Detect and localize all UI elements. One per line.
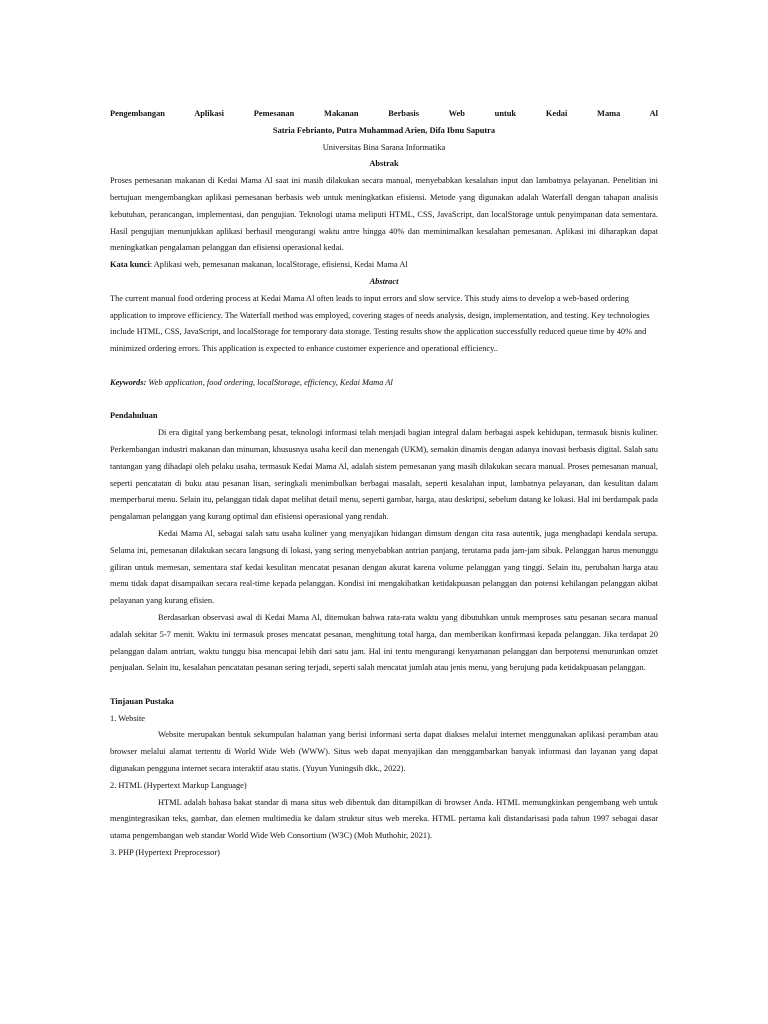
abstrak-text: Proses pemesanan makanan di Kedai Mama Al saat ini masih dilakukan secara manual, menyebabkan kesalahan input dan lambatnya pelayanan. Penelitian ini bertujuan mengembangkan aplikasi pemesanan berbasis web untuk meningkatkan efisiensi. Metode yang digunakan adalah Waterfall dengan tahapan analisis kebutuhan, perancangan, implementasi, dan pengujian. Teknologi utama meliputi HTML, CSS, JavaScript, dan localStorage untuk penyimpanan data sementara. Hasil pengujian menunjukkan aplikasi berhasil mengurangi waktu antre hingga 40% dan meminimalkan kesalahan pemesanan. Aplikasi ini diharapkan dapat meningkatkan pengalaman pelanggan dan efisiensi operasional kedai. <box>110 176 658 253</box>
kata-kunci-label: Kata kunci <box>110 260 150 270</box>
list-item-php-label: 3. PHP (Hypertext Preprocessor) <box>110 848 220 858</box>
list-item-website-text: Website merupakan bentuk sekumpulan halaman yang berisi informasi serta dapat diakses melalui internet menggunakan aplikasi peramban atau browser melalui alamat tertentu di World Wide Web (WWW). Situs web dapat menyajikan dan menggambarkan banyak informasi dan layanan yang dapat digunakan pengguna internet secara interaktif atau statis. (Yuyun Yuningsih dkk., 2022). <box>110 730 658 774</box>
abstract-text: The current manual food ordering process at Kedai Mama Al often leads to input errors and slow service. This study aims to develop a web-based ordering application to improve efficiency. The Waterfall method was employed, covering stages of needs analysis, design, implementation, and testing. Key technologies include HTML, CSS, JavaScript, and localStorage for temporary data storage. Testing results show the application successfully reduced queue time by 40% and minimized ordering errors. This application is expected to enhance customer experience and operational efficiency.. <box>110 293 650 354</box>
abstract-heading: Abstract <box>369 276 399 286</box>
tinjauan-heading: Tinjauan Pustaka <box>110 696 174 706</box>
pendahuluan-heading: Pendahuluan <box>110 411 158 421</box>
paper-affiliation: Universitas Bina Sarana Informatika <box>322 142 446 152</box>
list-item-website-label: 1. Website <box>110 713 145 723</box>
kata-kunci <box>110 257 658 274</box>
paper-authors: Satria Febrianto, Putra Muhammad Arien, Difa Ibnu Saputra <box>272 125 496 135</box>
keywords <box>110 375 658 392</box>
pendahuluan-paragraph-2: Kedai Mama Al, sebagai salah satu usaha kuliner yang menyajikan hidangan dimsum dengan cita rasa autentik, juga menghadapi kendala serupa. Selama ini, pemesanan dilakukan secara langsung di lokasi, yang sering menyebabkan antrian panjang, terutama pada jam-jam sibuk. Pelanggan harus menunggu giliran untuk memesan, sementara staf kedai kesulitan mencatat pesanan dengan akurat karena volume pelanggan yang tinggi. Selain itu, perubahan harga atau menu tidak dapat disampaikan secara real-time kepada pelanggan. Kondisi ini mengakibatkan ketidakpuasan pelanggan dan potensi kehilangan pelanggan akibat pelayanan yang kurang efisien. <box>110 528 658 606</box>
spacer <box>110 392 658 409</box>
pendahuluan-paragraph-1: Di era digital yang berkembang pesat, teknologi informasi telah menjadi bagian integral dalam berbagai aspek kehidupan, termasuk bisnis kuliner. Perkembangan industri makanan dan minuman, khususnya usaha kecil dan menengah (UKM), semakin dinamis dengan adanya inovasi berbasis digital. Salah satu tantangan yang dihadapi oleh pelaku usaha, termasuk Kedai Mama Al, adalah sistem pemesanan yang masih dilakukan secara manual. Proses pemesanan manual, seperti pencatatan di buku atau pesanan lisan, seringkali menimbulkan berbagai masalah, seperti kesalahan input, lambatnya pelayanan, dan kesulitan dalam memperbarui menu. Selain itu, pelanggan tidak dapat melihat detail menu, seperti gambar, harga, atau deskripsi, sebelum datang ke lokasi. Hal ini berdampak pada pengalaman pelanggan yang kurang optimal dan efisiensi operasional yang rendah. <box>110 428 658 522</box>
abstrak-heading: Abstrak <box>369 159 399 169</box>
keywords-text: Web application, food ordering, localStorage, efficiency, Kedai Mama Al <box>146 377 393 387</box>
keywords-label: Keywords: <box>110 377 147 387</box>
list-item-html-text: HTML adalah bahasa bakat standar di mana situs web dibentuk dan ditampilkan di browser Anda. HTML memungkinkan pengembang web untuk mengintegrasikan teks, gambar, dan elemen multimedia ke dalam struktur situs web mereka. HTML pertama kali distandarisasi pada tahun 1997 sebagai dasar utama pengembangan web standar World Wide Web Consortium (W3C) (Moh Muthohir, 2021). <box>110 797 658 841</box>
pendahuluan-paragraph-3: Berdasarkan observasi awal di Kedai Mama Al, ditemukan bahwa rata-rata waktu yang dibutuhkan untuk memproses satu pesanan secara manual adalah sekitar 5-7 menit. Waktu ini termasuk proses mencatat pesanan, menghitung total harga, dan memberikan konfirmasi kepada pelanggan. Jika terdapat 20 pelanggan dalam antrian, waktu tunggu bisa mencapai lebih dari satu jam. Hal ini tentu mengurangi kenyamanan pelanggan dan berpotensi menurunkan omzet penjualan. Selain itu, kesalahan pencatatan pesanan sering terjadi, seperti salah mencatat jumlah atau jenis menu, yang berujung pada ketidakpuasan pelanggan. <box>110 612 658 673</box>
paper-title: Pengembangan Aplikasi Pemesanan Makanan Berbasis Web untuk Kedai Mama Al <box>110 109 658 118</box>
spacer <box>110 358 658 375</box>
list-item-html-label: 2. HTML (Hypertext Markup Language) <box>110 780 247 790</box>
spacer <box>110 677 658 694</box>
kata-kunci-text: : Aplikasi web, pemesanan makanan, localStorage, efisiensi, Kedai Mama Al <box>149 260 408 270</box>
